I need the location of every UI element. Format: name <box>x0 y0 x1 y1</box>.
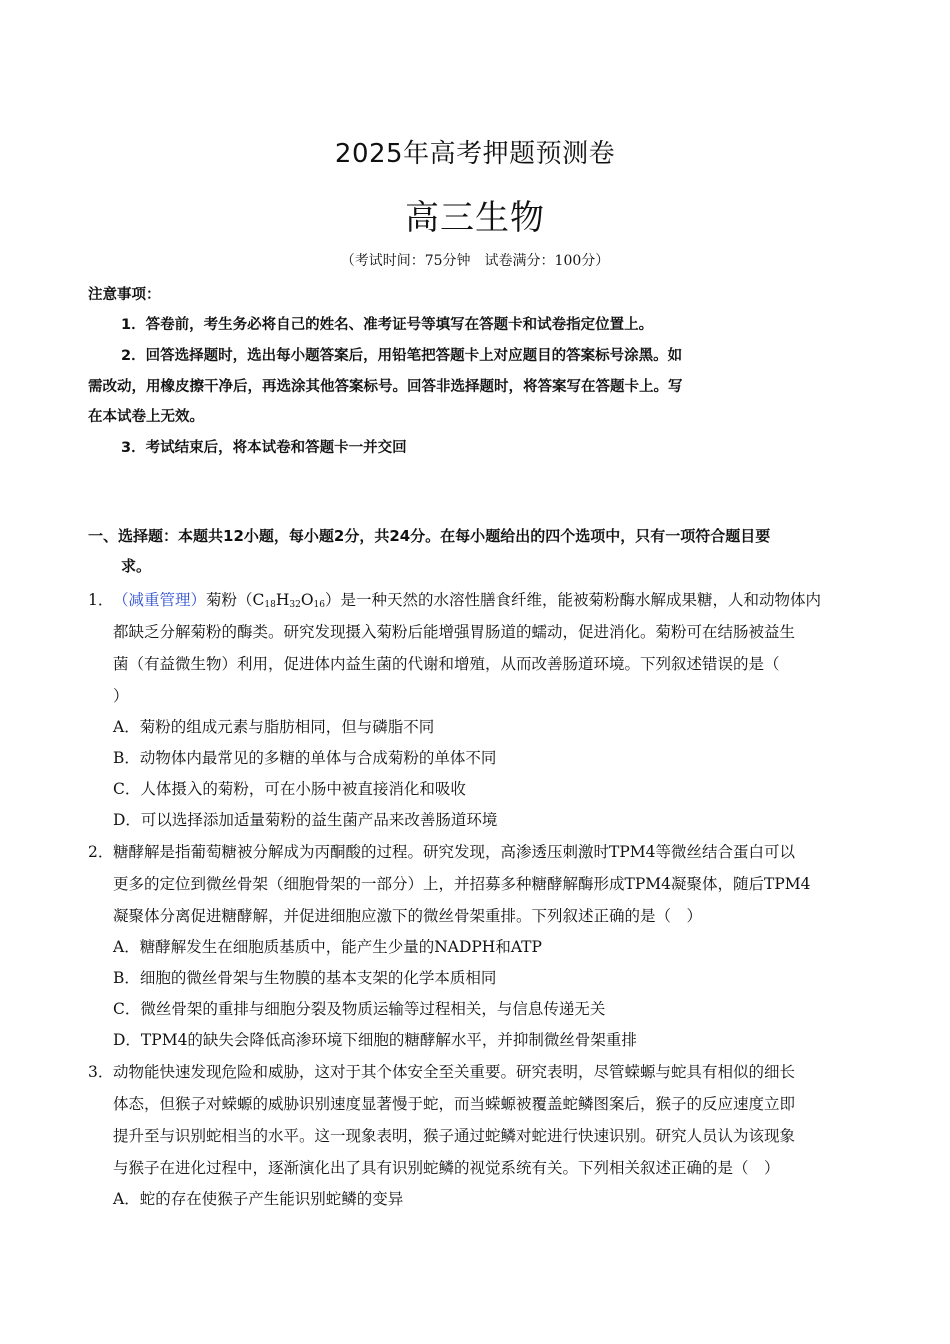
notice-line: 在本试卷上无效。 <box>88 409 204 425</box>
answer-option: C．人体摄入的菊粉，可在小肠中被直接消化和吸收 <box>113 780 466 798</box>
notice-heading: 注意事项： <box>88 287 161 303</box>
subject-title: 高三生物 <box>405 198 545 238</box>
question-stem-line: ） <box>113 687 129 705</box>
question-tag: （减重管理） <box>113 591 207 609</box>
exam-info: （考试时间：75分钟 试卷满分：100分） <box>340 253 610 269</box>
exam-title: 2025年高考押题预测卷 <box>334 139 616 169</box>
question-stem-line: 糖酵解是指葡萄糖被分解成为丙酮酸的过程。研究发现，高渗透压刺激时TPM4等微丝结合蛋白可以 <box>113 843 796 861</box>
answer-option: A．蛇的存在使猴子产生能识别蛇鳞的变异 <box>113 1190 404 1208</box>
notice-line: 3．考试结束后，将本试卷和答题卡一并交回 <box>121 440 407 456</box>
answer-option: D．可以选择添加适量菊粉的益生菌产品来改善肠道环境 <box>113 811 498 829</box>
question-stem-line: （减重管理）菊粉$(C_{18}H_{32}O_{16})$是一种天然的水溶性膳食纤维，能被菊粉酶水解成果糖，人和动物体内 <box>113 591 822 610</box>
question-stem-line: 提升至与识别蛇相当的水平。这一现象表明，猴子通过蛇鳞对蛇进行快速识别。研究人员认为该现象 <box>113 1127 796 1145</box>
question-stem-line: 更多的定位到微丝骨架（细胞骨架的一部分）上，并招募多种糖酵解酶形成TPM4凝聚体，随后TPM4 <box>113 875 811 893</box>
question-stem-line: 体态，但猴子对蝾螈的威胁识别速度显著慢于蛇，而当蝾螈被覆盖蛇鳞图案后，猴子的反应速度立即 <box>113 1095 796 1113</box>
notice-line: 需改动，用橡皮擦干净后，再选涂其他答案标号。回答非选择题时，将答案写在答题卡上。写 <box>88 379 683 395</box>
question-stem-line: 都缺乏分解菊粉的酶类。研究发现摄入菊粉后能增强胃肠道的蠕动，促进消化。菊粉可在结肠被益生 <box>113 623 796 641</box>
answer-option: A．菊粉的组成元素与脂肪相同，但与磷脂不同 <box>113 718 435 736</box>
notice-line: 2．回答选择题时，选出每小题答案后，用铅笔把答题卡上对应题目的答案标号涂黑。如 <box>121 348 683 364</box>
question-stem-line: 动物能快速发现危险和威胁，这对于其个体安全至关重要。研究表明，尽管蝾螈与蛇具有相似的细长 <box>113 1063 796 1081</box>
answer-option: C．微丝骨架的重排与细胞分裂及物质运输等过程相关，与信息传递无关 <box>113 1000 606 1018</box>
section-heading-cont: 求。 <box>121 557 152 575</box>
question-number: 3． <box>88 1063 114 1081</box>
question-stem-line: 与猴子在进化过程中，逐渐演化出了具有识别蛇鳞的视觉系统有关。下列相关叙述正确的是（ ） <box>113 1159 780 1177</box>
notice-line: 1．答卷前，考生务必将自己的姓名、准考证号等填写在答题卡和试卷指定位置上。 <box>121 317 654 333</box>
question-number: 1． <box>88 591 114 609</box>
question-stem-line: 菌（有益微生物）利用，促进体内益生菌的代谢和增殖，从而改善肠道环境。下列叙述错误的是（ <box>113 655 780 673</box>
answer-option: A．糖酵解发生在细胞质基质中，能产生少量的NADPH和ATP <box>113 938 542 956</box>
answer-option: D．TPM4的缺失会降低高渗环境下细胞的糖酵解水平，并抑制微丝骨架重排 <box>113 1031 637 1049</box>
section-heading: 一、选择题：本题共12小题，每小题2分，共24分。在每小题给出的四个选项中，只有一项符合题目要 <box>88 527 771 545</box>
question-stem-line: 凝聚体分离促进糖酵解，并促进细胞应激下的微丝骨架重排。下列叙述正确的是（ ） <box>113 907 703 925</box>
question-number: 2． <box>88 843 114 861</box>
answer-option: B．动物体内最常见的多糖的单体与合成菊粉的单体不同 <box>113 749 497 767</box>
answer-option: B．细胞的微丝骨架与生物膜的基本支架的化学本质相同 <box>113 969 497 987</box>
